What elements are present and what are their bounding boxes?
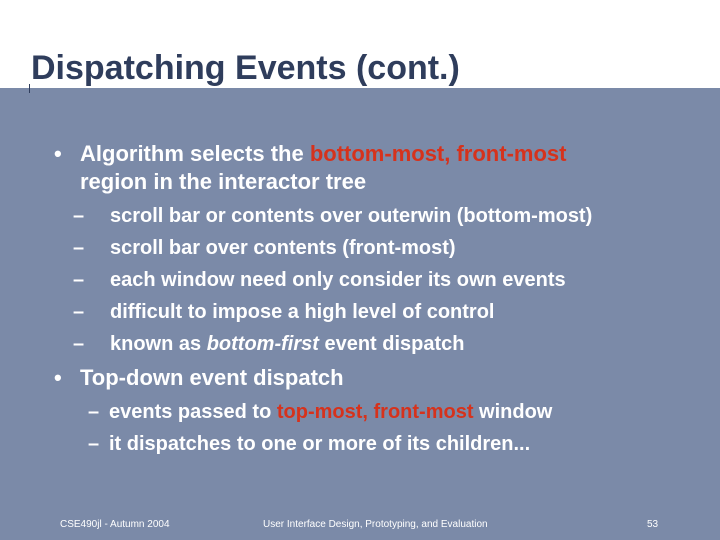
dash-marker: – — [88, 401, 100, 423]
sub-item-text: each window need only consider its own events — [110, 269, 566, 291]
dash-marker: – — [73, 237, 85, 259]
sub-item-text: it dispatches to one or more of its children... — [109, 433, 531, 455]
sub-item-highlight: top-most, front-most — [276, 401, 474, 423]
sub-item-text-part: window — [473, 401, 553, 423]
sub-item-italic: bottom-first — [206, 333, 319, 355]
sub-item-text-part: known as — [110, 333, 207, 355]
footer-subject: User Interface Design, Prototyping, and Evaluation — [263, 519, 488, 530]
footer-page-number: 53 — [647, 519, 659, 530]
bullet-2-text: Top-down event dispatch — [80, 365, 344, 390]
bullet-1 — [54, 140, 714, 200]
sub-item-text: scroll bar over contents (front-most) — [110, 237, 456, 259]
sub-item-text — [109, 400, 552, 424]
bullet-2 — [54, 364, 714, 394]
bullet-1-line-1 — [80, 140, 566, 167]
sub-item-text: scroll bar or contents over outerwin (bottom-most) — [110, 205, 593, 227]
bullet-marker: • — [54, 141, 62, 166]
sub-item-text-part: event dispatch — [318, 333, 465, 355]
slide-title: Dispatching Events (cont.) — [31, 49, 460, 87]
bullet-1-line-2: region in the interactor tree — [80, 169, 367, 194]
dash-marker: – — [73, 333, 85, 355]
sub-item-text: difficult to impose a high level of control — [110, 301, 495, 323]
sub-item-text-part: events passed to — [109, 401, 277, 423]
dash-marker: – — [73, 301, 85, 323]
footer-course: CSE490jl - Autumn 2004 — [60, 519, 170, 530]
title-rule — [29, 84, 30, 93]
bullet-marker: • — [54, 365, 62, 390]
sub-item-text — [110, 332, 465, 356]
dash-marker: – — [73, 205, 85, 227]
dash-marker: – — [73, 269, 85, 291]
bullet-1-highlight: bottom-most, front-most — [309, 141, 567, 166]
dash-marker: – — [88, 433, 100, 455]
bullet-1-text: Algorithm selects the — [80, 141, 310, 166]
title-band — [0, 0, 720, 88]
